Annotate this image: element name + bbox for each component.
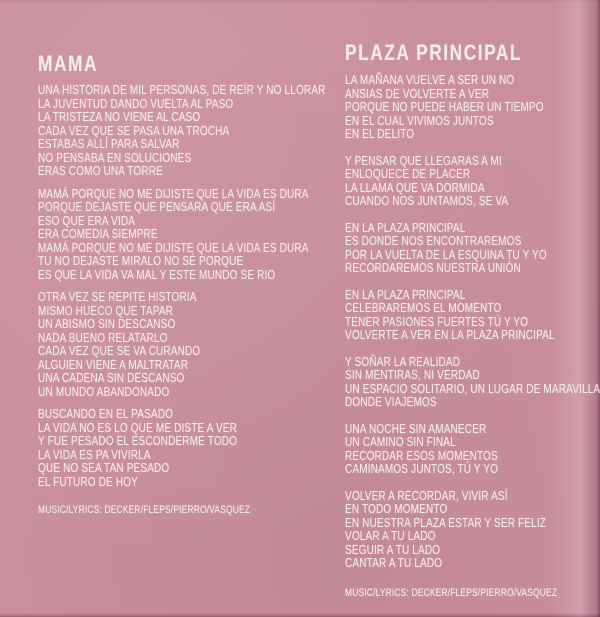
lyric-line: MAMÁ PORQUE NO ME DIJISTE QUE LA VIDA ES DURA: [38, 185, 309, 201]
lyric-line: SIN MENTIRAS, NI VERDAD: [345, 367, 480, 382]
lyrics-mama: [38, 83, 377, 488]
lyric-line: POR LA VUELTA DE LA ESQUINA TU Y YO: [345, 246, 547, 262]
lyric-line: VOLVER A RECORDAR, VIVIR ASÍ: [345, 487, 508, 503]
lyric-line: TENER PASIONES FUERTES TÚ Y YO: [345, 313, 529, 329]
lyric-line: PORQUE NO PUEDE HABER UN TIEMPO: [345, 99, 544, 114]
lyric-line: EN LA PLAZA PRINCIPAL: [345, 286, 466, 302]
lyric-line: UNA CADENA SIN DESCANSO: [38, 370, 185, 385]
stanza: [345, 73, 600, 141]
lyric-line: CANTAR A TU LADO: [345, 555, 443, 570]
lyric-line: RECORDAR ESOS MOMENTOS: [345, 447, 498, 463]
lyric-line: LA LLAMA QUE VA DORMIDA: [345, 179, 485, 195]
lyric-line: ES DONDE NOS ENCONTRAREMOS: [345, 233, 522, 248]
stanza: [345, 422, 600, 476]
lyric-line: UN CAMINO SIN FINAL: [345, 434, 456, 449]
lyric-line: LA TRISTEZA NO VIENE AL CASO: [38, 109, 201, 124]
credits-line-plaza-principal: MUSIC/LYRICS: DECKER/FLEPS/PIERRO/VASQUEZ: [345, 586, 558, 599]
lyric-line: Y FUE PESADO EL ESCONDERME TODO: [38, 433, 238, 448]
lyric-line: VOLAR A TU LADO: [345, 528, 436, 543]
lyric-line: LA JUVENTUD DANDO VUELTA AL PASO: [38, 95, 234, 111]
lyric-line: DONDE VIAJEMOS: [345, 394, 437, 409]
lyric-line: UN MUNDO ABANDONADO: [38, 383, 170, 399]
stanza: [38, 407, 377, 488]
lyric-line: CADA VEZ QUE SE PASA UNA TROCHA: [38, 122, 230, 138]
lyric-line: OTRA VEZ SE REPITE HISTORIA: [38, 289, 197, 304]
lyric-line: UNA NOCHE SIN AMANECER: [345, 420, 487, 436]
lyric-line: EN TODO MOMENTO: [345, 501, 448, 516]
lyric-line: ERA COMEDIA SIEMPRE: [38, 226, 158, 241]
lyric-line: EN EL CUAL VIVIMOS JUNTOS: [345, 112, 494, 128]
stanza: [345, 154, 600, 208]
credits-line-mama: MUSIC/LYRICS: DECKER/FLEPS/PIERRO/VASQUEZ: [38, 504, 251, 516]
lyric-line: ESO QUE ERA VIDA: [38, 212, 136, 228]
lyric-line: MAMÁ PORQUE NO ME DIJISTE QUE LA VIDA ES DURA: [38, 239, 309, 255]
lyric-line: CAMINAMOS JUNTOS, TÚ Y YO: [345, 461, 499, 476]
lyric-line: NADA BUENO RELATARLO: [38, 329, 168, 345]
lyric-line: ENLOQUECE DE PLACER: [345, 166, 471, 181]
lyric-line: UN ABISMO SIN DESCANSO: [38, 316, 176, 331]
lyric-line: CELEBRAREMOS EL MOMENTO: [345, 300, 502, 315]
lyric-line: TU NO DEJASTE MIRALO NO SÉ PORQUE: [38, 253, 244, 268]
lyric-line: Y PENSAR QUE LLEGARAS A MI: [345, 152, 502, 168]
lyrics-plaza-principal: [345, 73, 600, 570]
stanza: [38, 187, 377, 282]
lyric-line: PORQUE DEJASTE QUE PENSARA QUE ERA ASÍ: [38, 199, 276, 214]
song-column-plaza-principal: [345, 41, 600, 600]
stanza: [345, 489, 600, 570]
lyric-line: ANSIAS DE VOLVERTE A VER: [345, 85, 490, 101]
lyric-line: EN NUESTRA PLAZA ESTAR Y SER FELIZ: [345, 514, 547, 530]
lyric-line: EL FUTURO DE HOY: [38, 473, 138, 489]
lyric-line: LA VIDA ES PA VIVIRLA: [38, 446, 151, 462]
lyric-line: RECORDAREMOS NUESTRA UNIÓN: [345, 260, 521, 275]
lyric-line: SEGUIR A TU LADO: [345, 541, 441, 557]
lyric-line: EN EL DELITO: [345, 126, 415, 141]
lyric-line: BUSCANDO EN EL PASADO: [38, 406, 174, 421]
stanza: [345, 221, 600, 275]
lyric-line: CUANDO NOS JUNTAMOS, SE VA: [345, 193, 509, 208]
lyric-line: ALGUIEN VIENE A MALTRATAR: [38, 356, 189, 372]
lyric-line: ES QUE LA VIDA VA MAL Y ESTE MUNDO SE RIO: [38, 266, 276, 282]
stanza: [38, 83, 377, 178]
stanza: [345, 355, 600, 409]
song-title-plaza-principal: PLAZA PRINCIPAL: [345, 40, 523, 65]
lyric-line: QUE NO SEA TAN PESADO: [38, 460, 170, 475]
lyric-line: ERAS COMO UNA TORRE: [38, 163, 163, 178]
lyric-line: UN ESPACIO SOLITARIO, UN LUGAR DE MARAVILLA: [345, 380, 600, 396]
song-title-mama: MAMA: [38, 51, 99, 76]
lyric-line: VOLVERTE A VER EN LA PLAZA PRINCIPAL: [345, 327, 555, 342]
lyric-line: LA MAÑANA VUELVE A SER UN NO: [345, 72, 515, 87]
lyric-line: LA VIDA NO ES LO QUE ME DISTE A VER: [38, 419, 237, 435]
lyric-line: Y SOÑAR LA REALIDAD: [345, 353, 461, 369]
lyric-line: CADA VEZ QUE SE VA CURANDO: [38, 343, 201, 358]
stanza: [345, 288, 600, 342]
song-column-mama: [38, 52, 377, 517]
lyric-line: ESTABAS ALLÍ PARA SALVAR: [38, 136, 180, 151]
lyric-line: EN LA PLAZA PRINCIPAL: [345, 219, 466, 235]
stanza: [38, 290, 377, 398]
lyric-line: MISMO HUECO QUE TAPAR: [38, 302, 174, 318]
lyric-line: UNA HISTORIA DE MIL PERSONAS, DE REÍR Y NO LLORAR: [38, 82, 326, 97]
lyric-line: NO PENSABA EN SOLUCIONES: [38, 149, 192, 165]
